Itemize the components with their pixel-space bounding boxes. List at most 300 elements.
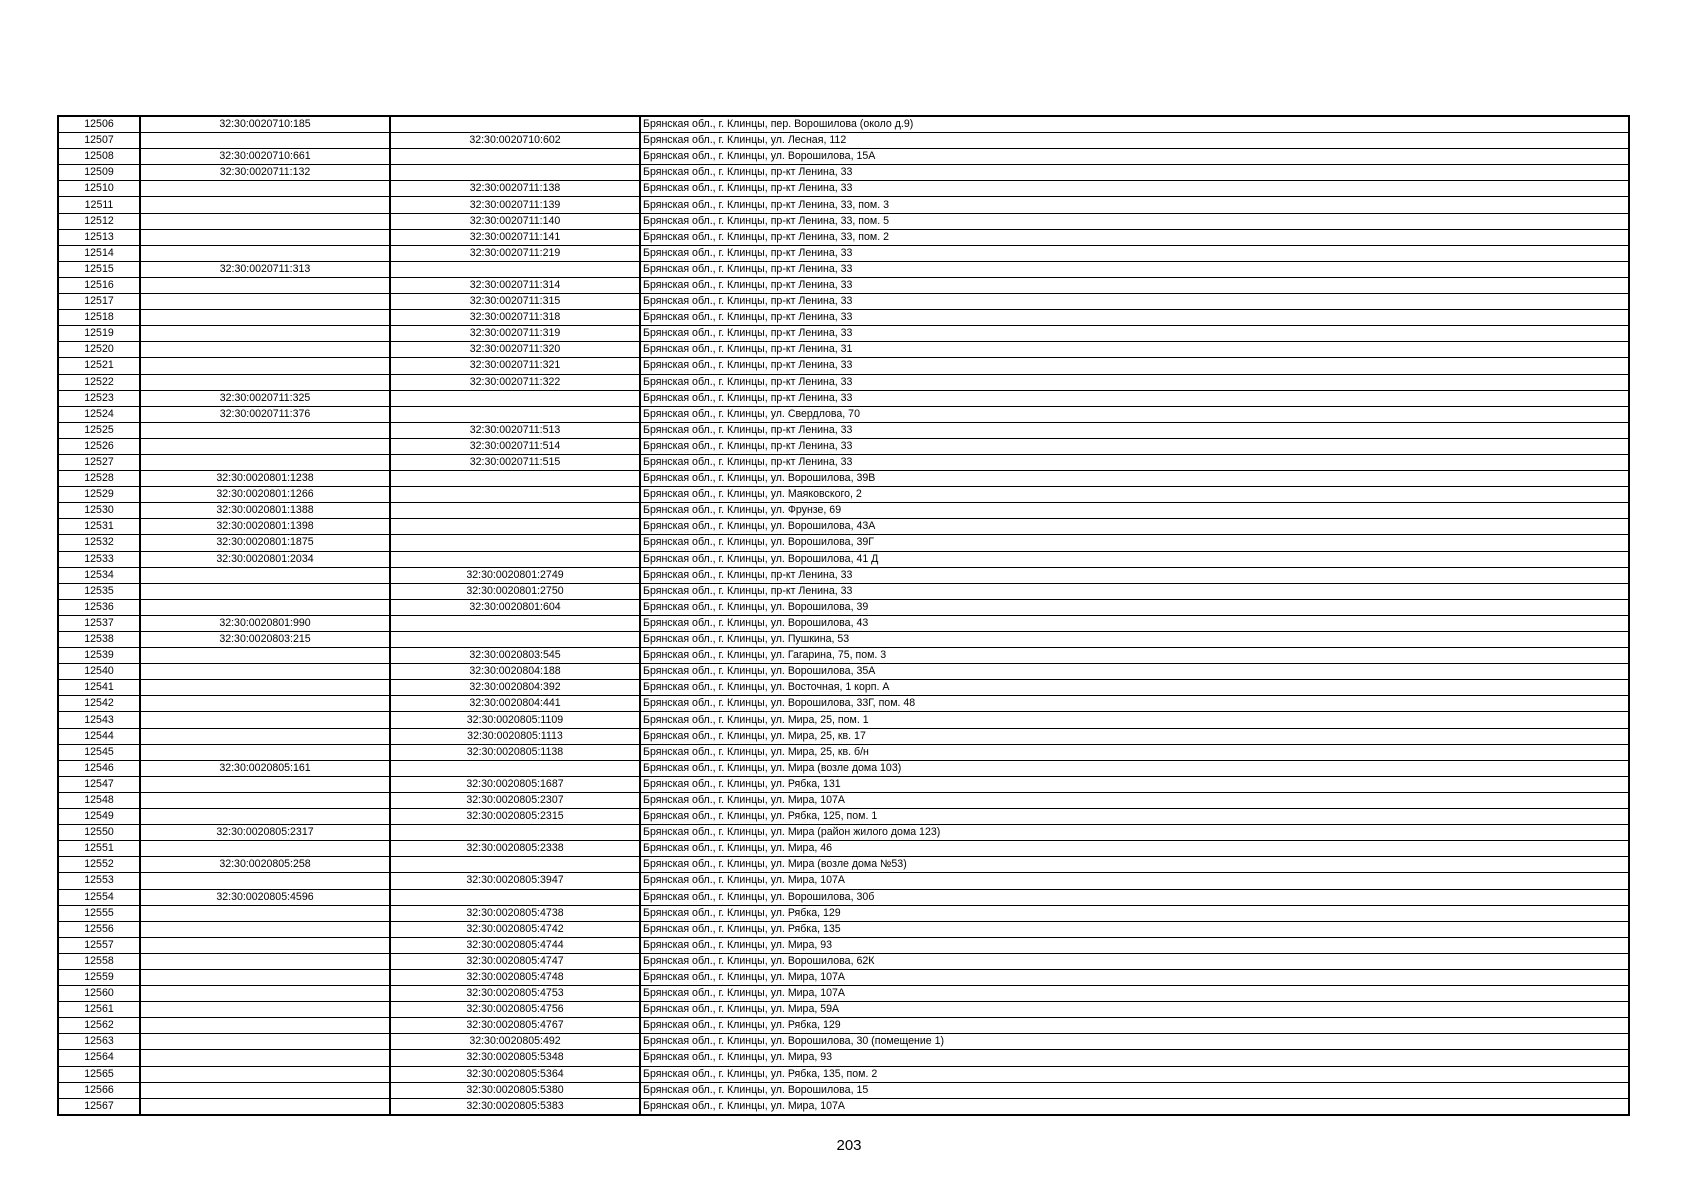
address-cell: Брянская обл., г. Клинцы, ул. Мира (возле дома 103) [640, 760, 1629, 776]
table-row [58, 551, 1629, 567]
table-row [58, 519, 1629, 535]
row-number-cell: 12533 [58, 551, 140, 567]
table-row [58, 1002, 1629, 1018]
cadastral-number-cell: 32:30:0020710:185 [140, 116, 390, 133]
page-number: 203 [836, 1137, 862, 1154]
premises-cadastral-number-cell: 32:30:0020804:441 [390, 696, 640, 712]
table-row [58, 841, 1629, 857]
table-row [58, 905, 1629, 921]
table-row [58, 986, 1629, 1002]
table-row [58, 1034, 1629, 1050]
premises-cadastral-number-cell: 32:30:0020805:4738 [390, 905, 640, 921]
address-cell: Брянская обл., г. Клинцы, пр-кт Ленина, 33 [640, 326, 1629, 342]
cadastral-number-cell [140, 454, 390, 470]
table-row [58, 1066, 1629, 1082]
address-cell: Брянская обл., г. Клинцы, пр-кт Ленина, 33 [640, 165, 1629, 181]
premises-cadastral-number-cell: 32:30:0020805:4753 [390, 986, 640, 1002]
row-number-cell: 12515 [58, 261, 140, 277]
cadastral-number-cell [140, 1098, 390, 1115]
premises-cadastral-number-cell [390, 615, 640, 631]
row-number-cell: 12541 [58, 680, 140, 696]
table-row [58, 535, 1629, 551]
address-cell: Брянская обл., г. Клинцы, пр-кт Ленина, 33 [640, 294, 1629, 310]
cadastral-number-cell [140, 809, 390, 825]
cadastral-number-cell [140, 277, 390, 293]
cadastral-number-cell [140, 1050, 390, 1066]
table-row [58, 471, 1629, 487]
address-cell: Брянская обл., г. Клинцы, ул. Пушкина, 53 [640, 632, 1629, 648]
premises-cadastral-number-cell: 32:30:0020711:314 [390, 277, 640, 293]
row-number-cell: 12510 [58, 181, 140, 197]
table-row [58, 953, 1629, 969]
table-row [58, 792, 1629, 808]
premises-cadastral-number-cell: 32:30:0020711:514 [390, 438, 640, 454]
address-cell: Брянская обл., г. Клинцы, ул. Ворошилова, 33Г, пом. 48 [640, 696, 1629, 712]
table-row [58, 599, 1629, 615]
address-cell: Брянская обл., г. Клинцы, ул. Ворошилова, 39 [640, 599, 1629, 615]
row-number-cell: 12539 [58, 648, 140, 664]
premises-cadastral-number-cell: 32:30:0020805:4742 [390, 921, 640, 937]
row-number-cell: 12554 [58, 889, 140, 905]
table-row [58, 133, 1629, 149]
cadastral-number-cell [140, 422, 390, 438]
premises-cadastral-number-cell [390, 487, 640, 503]
address-cell: Брянская обл., г. Клинцы, пр-кт Ленина, 33 [640, 438, 1629, 454]
premises-cadastral-number-cell: 32:30:0020805:5364 [390, 1066, 640, 1082]
cadastral-number-cell: 32:30:0020801:1266 [140, 487, 390, 503]
premises-cadastral-number-cell [390, 390, 640, 406]
table-row [58, 873, 1629, 889]
row-number-cell: 12522 [58, 374, 140, 390]
premises-cadastral-number-cell [390, 149, 640, 165]
cadastral-number-cell [140, 680, 390, 696]
premises-cadastral-number-cell: 32:30:0020805:5348 [390, 1050, 640, 1066]
address-cell: Брянская обл., г. Клинцы, ул. Ворошилова, 35А [640, 664, 1629, 680]
cadastral-number-cell [140, 744, 390, 760]
address-cell: Брянская обл., г. Клинцы, пр-кт Ленина, 33 [640, 358, 1629, 374]
address-cell: Брянская обл., г. Клинцы, пр-кт Ленина, 33 [640, 261, 1629, 277]
row-number-cell: 12552 [58, 857, 140, 873]
address-cell: Брянская обл., г. Клинцы, ул. Ворошилова, 43А [640, 519, 1629, 535]
premises-cadastral-number-cell: 32:30:0020801:2749 [390, 567, 640, 583]
row-number-cell: 12546 [58, 760, 140, 776]
row-number-cell: 12545 [58, 744, 140, 760]
cadastral-number-cell [140, 213, 390, 229]
cadastral-register-table [57, 115, 1630, 1116]
cadastral-number-cell [140, 326, 390, 342]
row-number-cell: 12563 [58, 1034, 140, 1050]
row-number-cell: 12519 [58, 326, 140, 342]
row-number-cell: 12523 [58, 390, 140, 406]
cadastral-number-cell: 32:30:0020801:1238 [140, 471, 390, 487]
premises-cadastral-number-cell: 32:30:0020711:219 [390, 245, 640, 261]
table-row [58, 213, 1629, 229]
cadastral-number-cell [140, 342, 390, 358]
table-row [58, 857, 1629, 873]
row-number-cell: 12567 [58, 1098, 140, 1115]
premises-cadastral-number-cell: 32:30:0020711:322 [390, 374, 640, 390]
premises-cadastral-number-cell: 32:30:0020805:4748 [390, 969, 640, 985]
premises-cadastral-number-cell: 32:30:0020711:321 [390, 358, 640, 374]
premises-cadastral-number-cell: 32:30:0020711:141 [390, 229, 640, 245]
table-row [58, 1050, 1629, 1066]
table-row [58, 728, 1629, 744]
table-row [58, 116, 1629, 133]
cadastral-number-cell [140, 905, 390, 921]
table-row [58, 503, 1629, 519]
cadastral-number-cell [140, 953, 390, 969]
table-row [58, 648, 1629, 664]
row-number-cell: 12532 [58, 535, 140, 551]
address-cell: Брянская обл., г. Клинцы, ул. Маяковского, 2 [640, 487, 1629, 503]
premises-cadastral-number-cell: 32:30:0020805:3947 [390, 873, 640, 889]
cadastral-number-cell [140, 310, 390, 326]
row-number-cell: 12527 [58, 454, 140, 470]
table-row [58, 567, 1629, 583]
cadastral-number-cell [140, 969, 390, 985]
row-number-cell: 12526 [58, 438, 140, 454]
premises-cadastral-number-cell [390, 535, 640, 551]
table-body [58, 116, 1629, 1115]
address-cell: Брянская обл., г. Клинцы, ул. Гагарина, 75, пом. 3 [640, 648, 1629, 664]
row-number-cell: 12535 [58, 583, 140, 599]
address-cell: Брянская обл., г. Клинцы, ул. Рябка, 135, пом. 2 [640, 1066, 1629, 1082]
address-cell: Брянская обл., г. Клинцы, пр-кт Ленина, 33 [640, 567, 1629, 583]
table-row [58, 744, 1629, 760]
premises-cadastral-number-cell [390, 632, 640, 648]
table-row [58, 406, 1629, 422]
cadastral-number-cell [140, 792, 390, 808]
address-cell: Брянская обл., г. Клинцы, ул. Фрунзе, 69 [640, 503, 1629, 519]
table-row [58, 712, 1629, 728]
cadastral-number-cell: 32:30:0020801:2034 [140, 551, 390, 567]
address-cell: Брянская обл., г. Клинцы, ул. Мира, 107А [640, 1098, 1629, 1115]
premises-cadastral-number-cell: 32:30:0020805:2338 [390, 841, 640, 857]
premises-cadastral-number-cell: 32:30:0020805:4747 [390, 953, 640, 969]
table-row [58, 342, 1629, 358]
cadastral-number-cell: 32:30:0020711:376 [140, 406, 390, 422]
premises-cadastral-number-cell: 32:30:0020711:513 [390, 422, 640, 438]
row-number-cell: 12518 [58, 310, 140, 326]
table-row [58, 358, 1629, 374]
premises-cadastral-number-cell: 32:30:0020805:1109 [390, 712, 640, 728]
premises-cadastral-number-cell: 32:30:0020711:318 [390, 310, 640, 326]
cadastral-number-cell [140, 921, 390, 937]
row-number-cell: 12540 [58, 664, 140, 680]
row-number-cell: 12564 [58, 1050, 140, 1066]
table-row [58, 680, 1629, 696]
cadastral-number-cell [140, 648, 390, 664]
cadastral-number-cell [140, 696, 390, 712]
address-cell: Брянская обл., г. Клинцы, ул. Ворошилова, 39Г [640, 535, 1629, 551]
cadastral-number-cell [140, 1034, 390, 1050]
address-cell: Брянская обл., г. Клинцы, ул. Восточная, 1 корп. А [640, 680, 1629, 696]
row-number-cell: 12553 [58, 873, 140, 889]
cadastral-number-cell: 32:30:0020711:325 [140, 390, 390, 406]
cadastral-number-cell [140, 728, 390, 744]
cadastral-number-cell [140, 599, 390, 615]
cadastral-number-cell [140, 986, 390, 1002]
premises-cadastral-number-cell: 32:30:0020711:320 [390, 342, 640, 358]
cadastral-number-cell [140, 712, 390, 728]
address-cell: Брянская обл., г. Клинцы, ул. Рябка, 135 [640, 921, 1629, 937]
address-cell: Брянская обл., г. Клинцы, пер. Ворошилова (около д.9) [640, 116, 1629, 133]
cadastral-number-cell: 32:30:0020805:258 [140, 857, 390, 873]
table-row [58, 937, 1629, 953]
cadastral-number-cell: 32:30:0020801:1398 [140, 519, 390, 535]
address-cell: Брянская обл., г. Клинцы, ул. Мира, 25, кв. б/н [640, 744, 1629, 760]
cadastral-number-cell [140, 937, 390, 953]
row-number-cell: 12506 [58, 116, 140, 133]
table-row [58, 149, 1629, 165]
row-number-cell: 12561 [58, 1002, 140, 1018]
table-row [58, 583, 1629, 599]
address-cell: Брянская обл., г. Клинцы, ул. Мира (район жилого дома 123) [640, 825, 1629, 841]
premises-cadastral-number-cell: 32:30:0020805:4767 [390, 1018, 640, 1034]
address-cell: Брянская обл., г. Клинцы, пр-кт Ленина, 33, пом. 5 [640, 213, 1629, 229]
address-cell: Брянская обл., г. Клинцы, пр-кт Ленина, 33 [640, 422, 1629, 438]
table-row [58, 825, 1629, 841]
row-number-cell: 12525 [58, 422, 140, 438]
address-cell: Брянская обл., г. Клинцы, ул. Ворошилова, 30б [640, 889, 1629, 905]
cadastral-number-cell [140, 245, 390, 261]
premises-cadastral-number-cell: 32:30:0020711:515 [390, 454, 640, 470]
table-row [58, 261, 1629, 277]
address-cell: Брянская обл., г. Клинцы, пр-кт Ленина, 33 [640, 277, 1629, 293]
row-number-cell: 12558 [58, 953, 140, 969]
address-cell: Брянская обл., г. Клинцы, ул. Ворошилова, 30 (помещение 1) [640, 1034, 1629, 1050]
table-row [58, 487, 1629, 503]
row-number-cell: 12555 [58, 905, 140, 921]
row-number-cell: 12531 [58, 519, 140, 535]
cadastral-number-cell: 32:30:0020801:1875 [140, 535, 390, 551]
cadastral-number-cell: 32:30:0020803:215 [140, 632, 390, 648]
address-cell: Брянская обл., г. Клинцы, ул. Мира, 25, кв. 17 [640, 728, 1629, 744]
row-number-cell: 12538 [58, 632, 140, 648]
address-cell: Брянская обл., г. Клинцы, ул. Мира, 93 [640, 937, 1629, 953]
address-cell: Брянская обл., г. Клинцы, ул. Ворошилова, 43 [640, 615, 1629, 631]
premises-cadastral-number-cell: 32:30:0020804:392 [390, 680, 640, 696]
premises-cadastral-number-cell: 32:30:0020710:602 [390, 133, 640, 149]
cadastral-number-cell: 32:30:0020801:990 [140, 615, 390, 631]
table-row [58, 390, 1629, 406]
cadastral-number-cell [140, 567, 390, 583]
address-cell: Брянская обл., г. Клинцы, ул. Мира (возле дома №53) [640, 857, 1629, 873]
cadastral-number-cell [140, 664, 390, 680]
row-number-cell: 12514 [58, 245, 140, 261]
address-cell: Брянская обл., г. Клинцы, ул. Ворошилова, 39В [640, 471, 1629, 487]
table-row [58, 374, 1629, 390]
row-number-cell: 12547 [58, 776, 140, 792]
row-number-cell: 12512 [58, 213, 140, 229]
premises-cadastral-number-cell [390, 519, 640, 535]
premises-cadastral-number-cell [390, 165, 640, 181]
row-number-cell: 12562 [58, 1018, 140, 1034]
premises-cadastral-number-cell: 32:30:0020801:2750 [390, 583, 640, 599]
address-cell: Брянская обл., г. Клинцы, ул. Мира, 107А [640, 969, 1629, 985]
address-cell: Брянская обл., г. Клинцы, ул. Мира, 107А [640, 792, 1629, 808]
address-cell: Брянская обл., г. Клинцы, пр-кт Ленина, 33 [640, 454, 1629, 470]
cadastral-number-cell: 32:30:0020805:161 [140, 760, 390, 776]
row-number-cell: 12536 [58, 599, 140, 615]
address-cell: Брянская обл., г. Клинцы, ул. Рябка, 125, пом. 1 [640, 809, 1629, 825]
address-cell: Брянская обл., г. Клинцы, ул. Ворошилова, 15А [640, 149, 1629, 165]
address-cell: Брянская обл., г. Клинцы, ул. Мира, 107А [640, 873, 1629, 889]
row-number-cell: 12560 [58, 986, 140, 1002]
premises-cadastral-number-cell: 32:30:0020711:315 [390, 294, 640, 310]
premises-cadastral-number-cell [390, 261, 640, 277]
cadastral-number-cell [140, 358, 390, 374]
cadastral-number-cell [140, 841, 390, 857]
table-row [58, 760, 1629, 776]
address-cell: Брянская обл., г. Клинцы, ул. Ворошилова, 15 [640, 1082, 1629, 1098]
cadastral-number-cell [140, 181, 390, 197]
premises-cadastral-number-cell [390, 406, 640, 422]
cadastral-number-cell [140, 1002, 390, 1018]
table-row [58, 438, 1629, 454]
table-row [58, 696, 1629, 712]
row-number-cell: 12509 [58, 165, 140, 181]
table-row [58, 1082, 1629, 1098]
table-row [58, 809, 1629, 825]
premises-cadastral-number-cell: 32:30:0020711:139 [390, 197, 640, 213]
table-row [58, 422, 1629, 438]
table-row [58, 229, 1629, 245]
table-row [58, 181, 1629, 197]
table-row [58, 921, 1629, 937]
premises-cadastral-number-cell: 32:30:0020805:4756 [390, 1002, 640, 1018]
address-cell: Брянская обл., г. Клинцы, пр-кт Ленина, 33 [640, 390, 1629, 406]
table-row [58, 294, 1629, 310]
table-row [58, 776, 1629, 792]
address-cell: Брянская обл., г. Клинцы, пр-кт Ленина, 33, пом. 2 [640, 229, 1629, 245]
row-number-cell: 12517 [58, 294, 140, 310]
address-cell: Брянская обл., г. Клинцы, ул. Свердлова, 70 [640, 406, 1629, 422]
address-cell: Брянская обл., г. Клинцы, пр-кт Ленина, 31 [640, 342, 1629, 358]
address-cell: Брянская обл., г. Клинцы, ул. Ворошилова, 41 Д [640, 551, 1629, 567]
table-row [58, 632, 1629, 648]
cadastral-number-cell [140, 873, 390, 889]
premises-cadastral-number-cell [390, 889, 640, 905]
cadastral-number-cell: 32:30:0020711:132 [140, 165, 390, 181]
table-row [58, 1098, 1629, 1115]
row-number-cell: 12557 [58, 937, 140, 953]
row-number-cell: 12507 [58, 133, 140, 149]
premises-cadastral-number-cell [390, 551, 640, 567]
address-cell: Брянская обл., г. Клинцы, пр-кт Ленина, 33 [640, 583, 1629, 599]
row-number-cell: 12530 [58, 503, 140, 519]
cadastral-number-cell [140, 1082, 390, 1098]
cadastral-number-cell [140, 294, 390, 310]
row-number-cell: 12511 [58, 197, 140, 213]
address-cell: Брянская обл., г. Клинцы, ул. Мира, 25, пом. 1 [640, 712, 1629, 728]
cadastral-number-cell [140, 374, 390, 390]
row-number-cell: 12516 [58, 277, 140, 293]
table-row [58, 1018, 1629, 1034]
premises-cadastral-number-cell: 32:30:0020805:2307 [390, 792, 640, 808]
table-row [58, 165, 1629, 181]
row-number-cell: 12529 [58, 487, 140, 503]
cadastral-number-cell [140, 583, 390, 599]
row-number-cell: 12508 [58, 149, 140, 165]
premises-cadastral-number-cell: 32:30:0020805:5380 [390, 1082, 640, 1098]
premises-cadastral-number-cell: 32:30:0020711:140 [390, 213, 640, 229]
cadastral-number-cell [140, 1066, 390, 1082]
cadastral-number-cell: 32:30:0020805:2317 [140, 825, 390, 841]
row-number-cell: 12559 [58, 969, 140, 985]
address-cell: Брянская обл., г. Клинцы, ул. Лесная, 112 [640, 133, 1629, 149]
premises-cadastral-number-cell: 32:30:0020805:1138 [390, 744, 640, 760]
row-number-cell: 12549 [58, 809, 140, 825]
table-row [58, 454, 1629, 470]
row-number-cell: 12537 [58, 615, 140, 631]
address-cell: Брянская обл., г. Клинцы, пр-кт Ленина, 33 [640, 310, 1629, 326]
address-cell: Брянская обл., г. Клинцы, ул. Мира, 46 [640, 841, 1629, 857]
cadastral-number-cell [140, 438, 390, 454]
row-number-cell: 12543 [58, 712, 140, 728]
premises-cadastral-number-cell: 32:30:0020803:545 [390, 648, 640, 664]
address-cell: Брянская обл., г. Клинцы, ул. Мира, 93 [640, 1050, 1629, 1066]
premises-cadastral-number-cell: 32:30:0020805:492 [390, 1034, 640, 1050]
address-cell: Брянская обл., г. Клинцы, ул. Мира, 107А [640, 986, 1629, 1002]
cadastral-number-cell: 32:30:0020805:4596 [140, 889, 390, 905]
row-number-cell: 12556 [58, 921, 140, 937]
premises-cadastral-number-cell: 32:30:0020805:1687 [390, 776, 640, 792]
premises-cadastral-number-cell: 32:30:0020801:604 [390, 599, 640, 615]
address-cell: Брянская обл., г. Клинцы, пр-кт Ленина, 33 [640, 181, 1629, 197]
premises-cadastral-number-cell: 32:30:0020711:319 [390, 326, 640, 342]
row-number-cell: 12550 [58, 825, 140, 841]
row-number-cell: 12551 [58, 841, 140, 857]
premises-cadastral-number-cell [390, 503, 640, 519]
premises-cadastral-number-cell [390, 825, 640, 841]
address-cell: Брянская обл., г. Клинцы, ул. Мира, 59А [640, 1002, 1629, 1018]
table-row [58, 889, 1629, 905]
address-cell: Брянская обл., г. Клинцы, ул. Ворошилова, 62К [640, 953, 1629, 969]
cadastral-number-cell: 32:30:0020801:1388 [140, 503, 390, 519]
cadastral-number-cell [140, 776, 390, 792]
row-number-cell: 12566 [58, 1082, 140, 1098]
address-cell: Брянская обл., г. Клинцы, ул. Рябка, 129 [640, 905, 1629, 921]
address-cell: Брянская обл., г. Клинцы, ул. Рябка, 129 [640, 1018, 1629, 1034]
premises-cadastral-number-cell: 32:30:0020805:2315 [390, 809, 640, 825]
row-number-cell: 12565 [58, 1066, 140, 1082]
premises-cadastral-number-cell: 32:30:0020711:138 [390, 181, 640, 197]
row-number-cell: 12548 [58, 792, 140, 808]
row-number-cell: 12534 [58, 567, 140, 583]
table-row [58, 615, 1629, 631]
row-number-cell: 12521 [58, 358, 140, 374]
table-row [58, 326, 1629, 342]
table-row [58, 969, 1629, 985]
cadastral-number-cell: 32:30:0020711:313 [140, 261, 390, 277]
premises-cadastral-number-cell: 32:30:0020805:4744 [390, 937, 640, 953]
cadastral-number-cell [140, 133, 390, 149]
table-row [58, 277, 1629, 293]
row-number-cell: 12520 [58, 342, 140, 358]
address-cell: Брянская обл., г. Клинцы, пр-кт Ленина, 33, пом. 3 [640, 197, 1629, 213]
premises-cadastral-number-cell [390, 760, 640, 776]
table-row [58, 310, 1629, 326]
address-cell: Брянская обл., г. Клинцы, пр-кт Ленина, 33 [640, 374, 1629, 390]
table-row [58, 197, 1629, 213]
address-cell: Брянская обл., г. Клинцы, пр-кт Ленина, 33 [640, 245, 1629, 261]
premises-cadastral-number-cell [390, 471, 640, 487]
cadastral-number-cell [140, 229, 390, 245]
cadastral-number-cell [140, 197, 390, 213]
premises-cadastral-number-cell [390, 116, 640, 133]
cadastral-number-cell: 32:30:0020710:661 [140, 149, 390, 165]
